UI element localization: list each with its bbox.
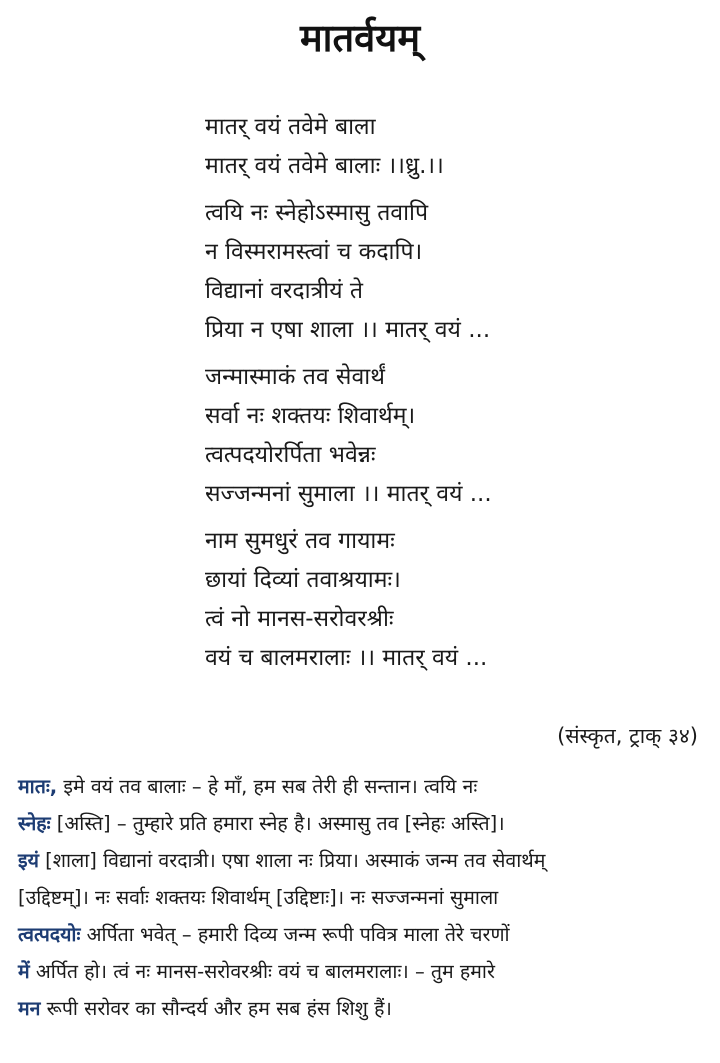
poem-line: न विस्मरामस्त्वां च कदापि।	[205, 239, 423, 265]
stanza-1	[205, 194, 705, 350]
poem-line: छायां दिव्यां तवाश्रयामः।	[205, 567, 401, 593]
source-citation: (संस्कृत, ट्राक् ३४)	[557, 724, 698, 748]
note-text: [उद्दिष्टम्]। नः सर्वाः शक्तयः शिवार्थम् [उद्दिष्टाः]। नः सज्जन्मनां सुमाला	[18, 886, 499, 909]
note-keyword: इयं	[18, 849, 39, 872]
poem-line: विद्यानां वरदात्रीयं ते	[205, 278, 364, 304]
note-line	[18, 805, 708, 842]
poem-line: त्वयि नः स्नेहोऽस्मासु तवापि	[205, 200, 429, 226]
poem-line: मातर् वयं तवेमे बाला	[205, 114, 376, 140]
poem-line: नाम सुमधुरं तव गायामः	[205, 528, 395, 554]
note-keyword: त्वत्पदयोः	[18, 923, 81, 946]
note-line	[18, 990, 708, 1027]
note-text: इमे वयं तव बालाः – हे माँ, हम सब तेरी ही सन्तान। त्वयि नः	[57, 775, 478, 798]
note-line	[18, 879, 708, 916]
note-keyword: स्नेहः	[18, 812, 51, 835]
note-line	[18, 916, 708, 953]
poem-line: जन्मास्माकं तव सेवार्थं	[205, 364, 385, 390]
poem	[205, 108, 705, 686]
meaning-notes	[18, 768, 708, 1027]
note-keyword: मन	[18, 997, 41, 1020]
note-line	[18, 768, 708, 805]
poem-line: सर्वा नः शक्तयः शिवार्थम्।	[205, 403, 416, 429]
stanza-3	[205, 522, 705, 678]
note-text: अर्पित हो। त्वं नः मानस-सरोवरश्रीः वयं च बालमरालाः। – तुम हमारे	[29, 960, 495, 983]
poem-line: त्वं नो मानस-सरोवरश्रीः	[205, 606, 394, 632]
stanza-2	[205, 358, 705, 514]
note-text: [अस्ति] – तुम्हारे प्रति हमारा स्नेह है। अस्मासु तव [स्नेहः अस्ति]।	[50, 812, 505, 835]
stanza-refrain	[205, 108, 705, 186]
note-keyword: में	[18, 960, 30, 983]
poem-line: त्वत्पदयोरर्पिता भवेन्नः	[205, 442, 376, 468]
poem-line: प्रिया न एषा शाला ।। मातर् वयं ...	[205, 317, 491, 343]
poem-line: सज्जन्मनां सुमाला ।। मातर् वयं ...	[205, 481, 492, 507]
note-text: [शाला] विद्यानां वरदात्री। एषा शाला नः प्रिया। अस्माकं जन्म तव सेवार्थम्	[38, 849, 546, 872]
poem-line: वयं च बालमरालाः ।। मातर् वयं ...	[205, 645, 488, 671]
note-text: अर्पिता भवेत् – हमारी दिव्य जन्म रूपी पवित्र माला तेरे चरणों	[80, 923, 510, 946]
note-text: रूपी सरोवर का सौन्दर्य और हम सब हंस शिशु हैं।	[40, 997, 392, 1020]
page-title: मातर्वयम्	[299, 16, 421, 60]
note-line	[18, 842, 708, 879]
note-line	[18, 953, 708, 990]
note-keyword: मातः,	[18, 775, 58, 798]
poem-line: मातर् वयं तवेमे बालाः ।।ध्रु.।।	[205, 153, 444, 179]
